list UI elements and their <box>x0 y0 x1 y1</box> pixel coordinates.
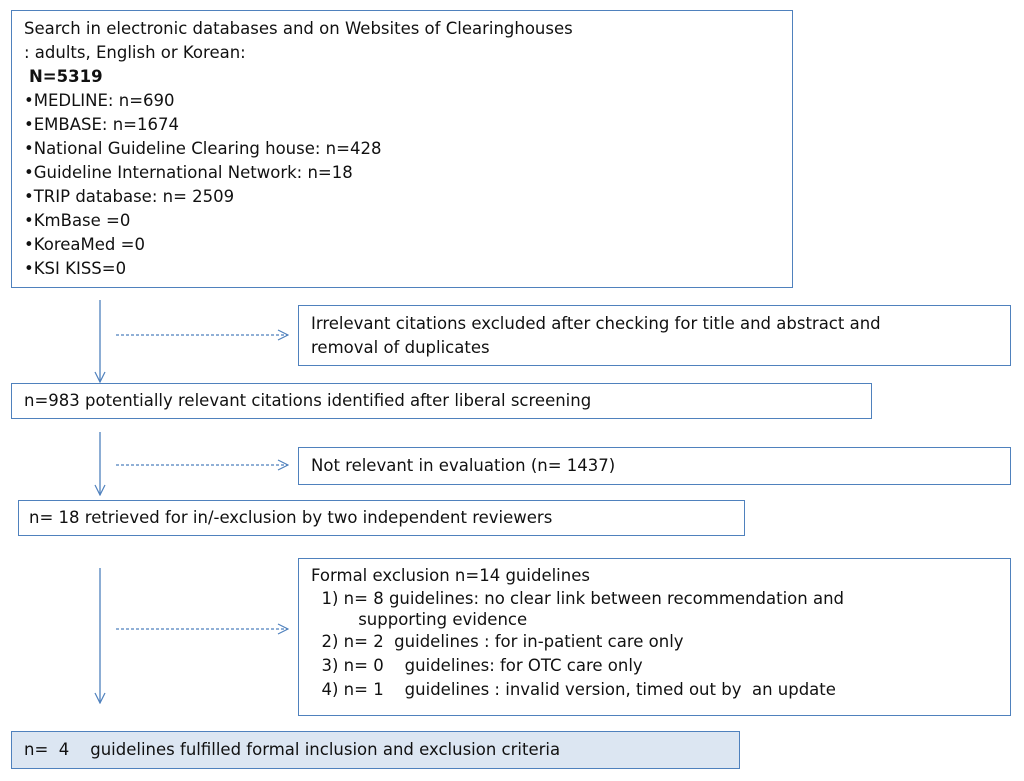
source-ksi-kiss: •KSI KISS=0 <box>24 259 127 278</box>
retrieved-text: n= 18 retrieved for in/-exclusion by two independent reviewers <box>29 508 553 527</box>
irrelevant-line-2: removal of duplicates <box>311 338 490 357</box>
source-trip: •TRIP database: n= 2509 <box>24 187 235 206</box>
exclusion-reason-3: 3) n= 0 guidelines: for OTC care only <box>311 656 643 675</box>
irrelevant-line-1: Irrelevant citations excluded after checking for title and abstract and <box>311 314 881 333</box>
source-ngc: •National Guideline Clearing house: n=428 <box>24 139 382 158</box>
search-line-1: Search in electronic databases and on Websites of Clearinghouses <box>24 19 573 38</box>
not-relevant-text: Not relevant in evaluation (n= 1437) <box>311 456 616 475</box>
source-embase: •EMBASE: n=1674 <box>24 115 179 134</box>
final-inclusion-text: n= 4 guidelines fulfilled formal inclusion and exclusion criteria <box>24 740 561 759</box>
potentially-relevant-text: n=983 potentially relevant citations identified after liberal screening <box>24 391 592 410</box>
search-line-2: : adults, English or Korean: <box>24 43 246 62</box>
source-gin: •Guideline International Network: n=18 <box>24 163 353 182</box>
search-total: N=5319 <box>29 67 103 86</box>
exclusion-reason-1-cont: supporting evidence <box>311 610 528 629</box>
source-medline: •MEDLINE: n=690 <box>24 91 175 110</box>
exclusion-reason-1: 1) n= 8 guidelines: no clear link between recommendation and <box>311 589 844 608</box>
search-databases-box <box>11 10 793 288</box>
formal-exclusion-title: Formal exclusion n=14 guidelines <box>311 566 590 585</box>
potentially-relevant-box <box>11 383 872 419</box>
exclusion-reason-2: 2) n= 2 guidelines : for in-patient care only <box>311 632 684 651</box>
irrelevant-citations-box <box>298 305 1011 366</box>
retrieved-box <box>18 500 745 536</box>
source-kmbase: •KmBase =0 <box>24 211 131 230</box>
source-koreamed: •KoreaMed =0 <box>24 235 145 254</box>
exclusion-reason-4: 4) n= 1 guidelines : invalid version, timed out by an update <box>311 680 836 699</box>
final-inclusion-box <box>11 731 740 769</box>
not-relevant-box <box>298 447 1011 485</box>
formal-exclusion-box <box>298 558 1011 716</box>
